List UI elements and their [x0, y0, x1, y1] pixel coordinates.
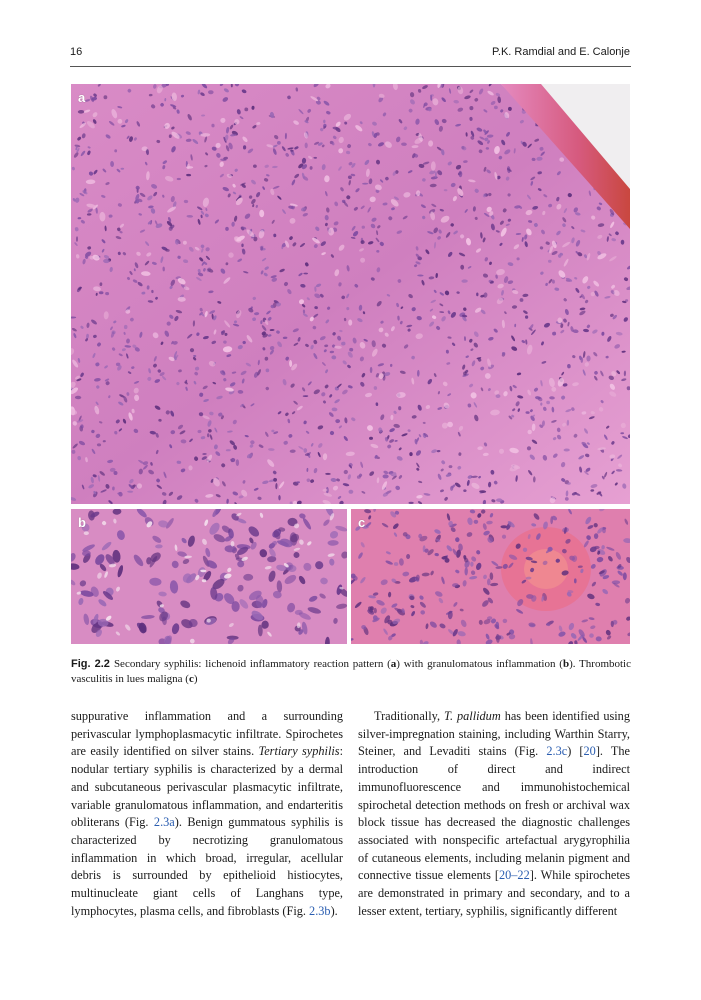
micrograph-panel-c: [351, 509, 630, 644]
body-text: suppurative inflammation and a surrounding perivascular lymphoplasmacytic infiltrate. Spirochetes are easily identified on silver stains.: [71, 709, 343, 759]
tissue-speck: [449, 465, 453, 468]
tissue-speck: [525, 315, 528, 318]
caption-ref-c: c: [188, 673, 194, 685]
micrograph-a-image: [71, 84, 630, 504]
body-text: Traditionally,: [374, 709, 445, 723]
tissue-speck: [84, 531, 89, 535]
tissue-speck: [323, 120, 325, 124]
citation-link[interactable]: 20: [583, 744, 596, 759]
tissue-speck: [623, 572, 627, 580]
micrograph-b-image: [71, 509, 347, 644]
caption-text: ). Thrombotic vasculitis in lues maligna (: [71, 658, 631, 685]
tissue-speck: [409, 502, 414, 504]
tissue-speck: [574, 578, 577, 583]
figure-label: Fig. 2.2: [71, 658, 110, 670]
right-text-column: [358, 708, 630, 920]
body-text: ). Benign gummatous syphilis is characterized by necrotizing granulomatous inflammation in which broad, irregular, acellular debris is surrounded by epithelioid histiocytes, multinucleate giant cells of Langhans type, lymphocytes, plasma cells, and fibroblasts (Fig.: [71, 815, 344, 918]
caption-ref-a: a: [390, 658, 397, 670]
tissue-speck: [103, 259, 110, 263]
body-text: has been identified using silver-impregnation staining, including Warthin Starry, Steiner, and Levaditi stains (Fig.: [358, 709, 630, 759]
body-text: ]. While spirochetes are demonstrated in primary and secondary, and to a lesser extent, tertiary, syphilis, significantly different: [358, 868, 630, 918]
figure-caption: [71, 657, 631, 687]
tissue-speck: [99, 291, 104, 294]
panel-label-c: c: [358, 515, 366, 530]
header-rule: [70, 66, 631, 67]
tissue-speck: [104, 95, 108, 99]
body-text: ) [: [567, 744, 584, 759]
body-text: ).: [330, 903, 338, 918]
tissue-speck: [208, 90, 214, 94]
micrograph-c-image: [351, 509, 630, 644]
citation-link[interactable]: 20–22: [498, 868, 530, 883]
figure-reference-link[interactable]: 2.3b: [309, 903, 331, 918]
figure-reference-link[interactable]: 2.3c: [546, 744, 568, 759]
tissue-speck: [349, 490, 354, 494]
running-authors: P.K. Ramdial and E. Calonje: [492, 46, 630, 58]
left-text-column: [71, 708, 343, 920]
caption-ref-b: b: [562, 658, 570, 670]
panel-label-b: b: [78, 515, 86, 530]
paragraph: [358, 708, 630, 920]
micrograph-panel-a: [71, 84, 630, 504]
italic-term: Tertiary syphilis: [258, 744, 340, 759]
panel-label-a: a: [78, 90, 86, 105]
micrograph-panel-b: [71, 509, 347, 644]
italic-term: T. pallidum: [444, 709, 501, 723]
caption-text: Secondary syphilis: lichenoid inflammatory reaction pattern (: [113, 658, 391, 670]
tissue-speck: [348, 320, 352, 326]
paragraph: [71, 708, 343, 920]
caption-text: ): [193, 673, 198, 685]
running-header: [70, 44, 630, 64]
page-number: 16: [70, 46, 83, 58]
body-text: ]. The introduction of direct and indirect immunofluorescence and immunohistochemical spirochetal detection methods on fresh or archival wax block tissue has decreased the diagnostic challenges associated with nonspecific artefactual arygyrophilia of cutaneous elements, including melanin pigment and connective tissue elements [: [358, 744, 631, 883]
tissue-speck: [383, 474, 389, 478]
tissue-speck: [177, 178, 181, 180]
figure-reference-link[interactable]: 2.3a: [153, 815, 175, 830]
caption-text: ) with granulomatous inflammation (: [396, 658, 563, 670]
body-text: : nodular tertiary syphilis is characterized by a dermal and subcutaneous perivascular plasmacytic infiltrate, variable granulomatous inflammation, and endarteritis obliterans (Fig.: [71, 744, 344, 830]
